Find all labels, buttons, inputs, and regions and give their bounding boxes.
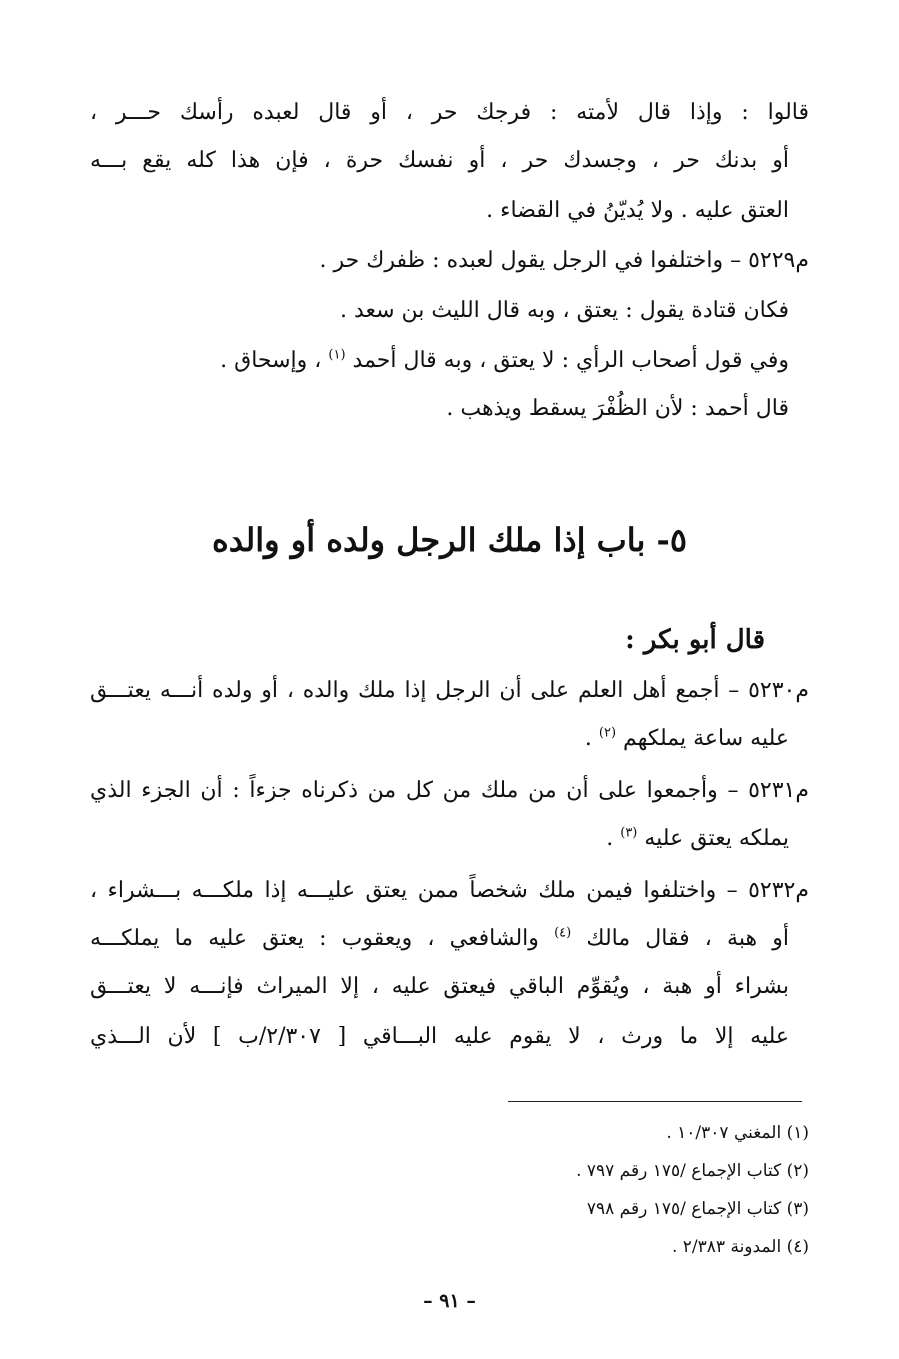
footnote-ref: (٤) bbox=[554, 925, 572, 941]
text-line: م٥٢٣٠ – أجمع أهل العلم على أن الرجل إذا ملك والده ، أو ولده أنـــه يعتـــق bbox=[90, 678, 809, 703]
chapter-heading: ٥- باب إذا ملك الرجل ولده أو والده bbox=[211, 521, 688, 559]
footnote-ref: (٢) bbox=[598, 725, 617, 741]
text-line: بشراء أو هبة ، ويُقوِّم الباقي فيعتق عليه ، إلا الميراث فإنـــه لا يعتـــق bbox=[90, 974, 789, 999]
footnote-separator bbox=[508, 1101, 802, 1102]
text-line: م٥٢٢٩ – واختلفوا في الرجل يقول لعبده : ظفرك حر . bbox=[319, 248, 809, 273]
text-line: قالوا : وإذا قال لأمته : فرجك حر ، أو قال لعبده رأسك حـــر ، bbox=[90, 100, 809, 125]
footnote-ref: (١) bbox=[328, 347, 346, 363]
text-line: عليه إلا ما ورث ، لا يقوم عليه البـــاقي [ ٢/٣٠٧/ب ] لأن الـــذي bbox=[90, 1024, 789, 1049]
page-number: – ٩١ – bbox=[423, 1290, 476, 1312]
text-line: فكان قتادة يقول : يعتق ، وبه قال الليث بن سعد . bbox=[339, 298, 789, 323]
footnote: (٤) المدونة ٢/٣٨٣ . bbox=[671, 1237, 809, 1257]
footnote-ref: (٣) bbox=[620, 825, 638, 841]
footnote: (١) المغني ١٠/٣٠٧ . bbox=[666, 1123, 809, 1143]
section-subheading: قال أبو بكر : bbox=[625, 625, 765, 655]
text-line: العتق عليه . ولا يُديّنُ في القضاء . bbox=[486, 198, 789, 223]
text-line: م٥٢٣٢ – واختلفوا فيمن ملك شخصاً ممن يعتق عليـــه إذا ملكـــه بـــشراء ، bbox=[90, 878, 809, 903]
footnote: (٣) كتاب الإجماع /١٧٥ رقم ٧٩٨ bbox=[586, 1199, 809, 1219]
text-line: قال أحمد : لأن الظُفْرَ يسقط ويذهب . bbox=[446, 396, 789, 421]
text-line: أو هبة ، فقال مالك $^{(٤)}$ والشافعي ، ويعقوب : يعتق عليه ما يملكـــه bbox=[90, 925, 789, 951]
text-line: م٥٢٣١ – وأجمعوا على أن من ملك من كل من ذكرناه جزءاً : أن الجزء الذي bbox=[90, 778, 809, 803]
text-line: عليه ساعة يملكهم $^{(٢)}$ . bbox=[584, 725, 789, 751]
text-line: يملكه يعتق عليه $^{(٣)}$ . bbox=[606, 825, 789, 851]
text-line: وفي قول أصحاب الرأي : لا يعتق ، وبه قال أحمد $^{(١)}$ ، وإسحاق . bbox=[220, 347, 789, 373]
footnote: (٢) كتاب الإجماع /١٧٥ رقم ٧٩٧ . bbox=[576, 1161, 809, 1181]
text-line: أو بدنك حر ، وجسدك حر ، أو نفسك حرة ، فإن هذا كله يقع بـــه bbox=[90, 148, 789, 173]
